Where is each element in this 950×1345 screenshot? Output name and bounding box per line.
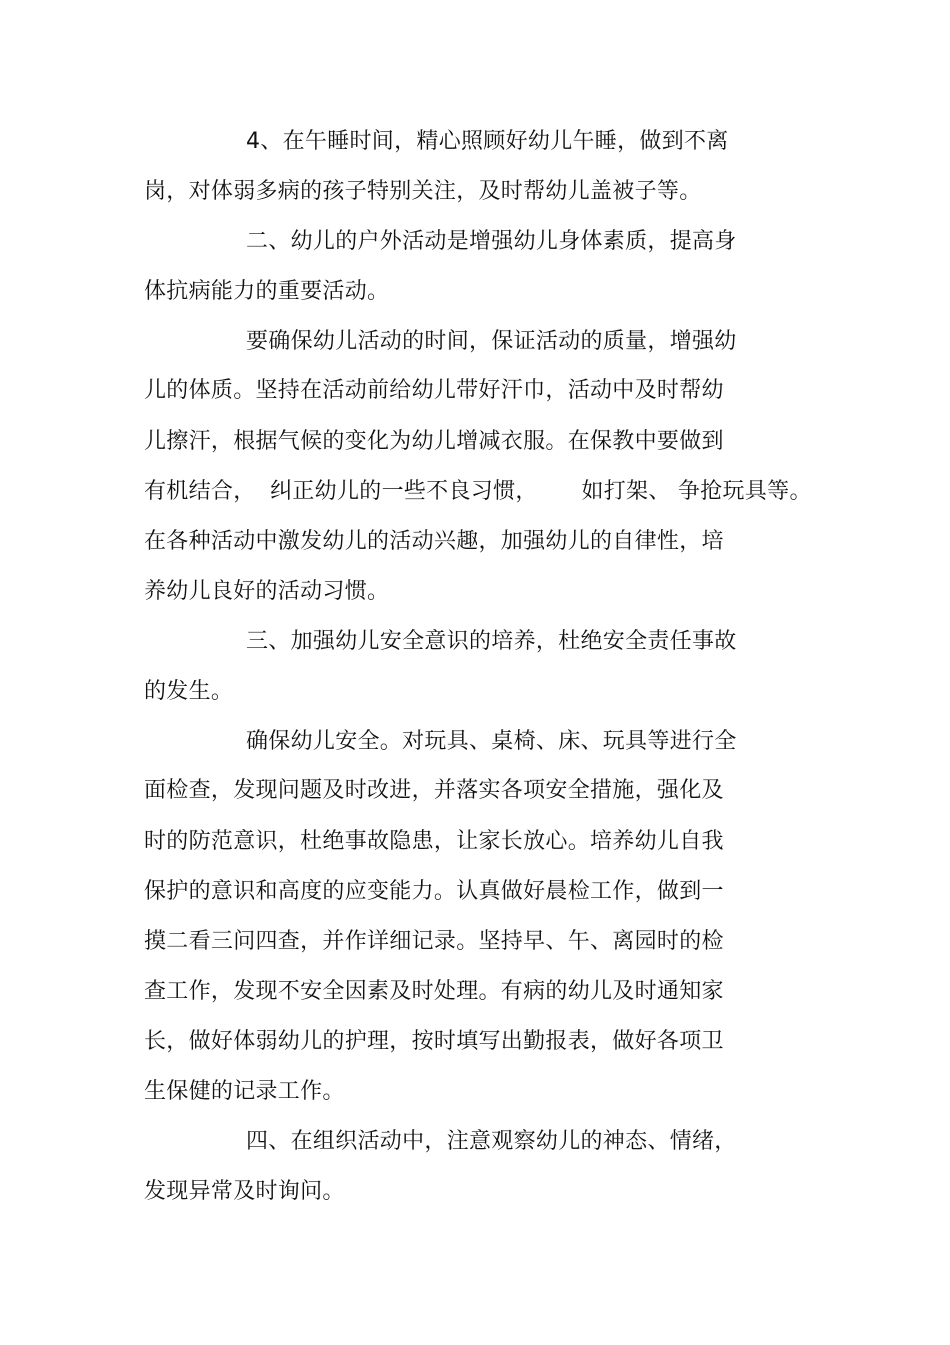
paragraph-line: 四、在组织活动中，注意观察幼儿的神态、情绪， [246, 1129, 737, 1154]
paragraph-line: 二、幼儿的户外活动是增强幼儿身体素质，提高身 [246, 229, 737, 254]
paragraph-line: 三、加强幼儿安全意识的培养，杜绝安全责任事故 [246, 629, 737, 654]
paragraph-line: 保护的意识和高度的应变能力。认真做好晨检工作，做到一 [144, 879, 724, 904]
paragraph-line: 体抗病能力的重要活动。 [144, 279, 390, 304]
paragraph-line: 要确保幼儿活动的时间，保证活动的质量，增强幼 [246, 329, 737, 354]
paragraph-line: 4、在午睡时间，精心照顾好幼儿午睡，做到不离 [246, 129, 729, 154]
paragraph-line: 摸二看三问四查，并作详细记录。坚持早、午、离园时的检 [144, 929, 724, 954]
paragraph-line: 时的防范意识，杜绝事故隐患，让家长放心。培养幼儿自我 [144, 829, 724, 854]
paragraph-line: 面检查，发现问题及时改进，并落实各项安全措施，强化及 [144, 778, 724, 803]
paragraph-line: 在各种活动中激发幼儿的活动兴趣，加强幼儿的自律性，培 [144, 529, 724, 554]
paragraph-line: 生保健的记录工作。 [144, 1079, 345, 1104]
paragraph-line: 有机结合， 纠正幼儿的一些不良习惯， 如打架、 争抢玩具等。 [144, 479, 812, 504]
paragraph-line: 养幼儿良好的活动习惯。 [144, 579, 390, 604]
paragraph-line: 查工作，发现不安全因素及时处理。有病的幼儿及时通知家 [144, 979, 724, 1004]
paragraph-line: 儿擦汗，根据气候的变化为幼儿增减衣服。在保教中要做到 [144, 429, 724, 454]
paragraph-line: 的发生。 [144, 679, 234, 704]
paragraph-line: 确保幼儿安全。对玩具、桌椅、床、玩具等进行全 [246, 729, 737, 754]
paragraph-line: 儿的体质。坚持在活动前给幼儿带好汗巾，活动中及时帮幼 [144, 378, 724, 403]
paragraph-line: 长，做好体弱幼儿的护理，按时填写出勤报表，做好各项卫 [144, 1029, 724, 1054]
paragraph-line: 发现异常及时询问。 [144, 1179, 345, 1204]
paragraph-line: 岗，对体弱多病的孩子特别关注，及时帮幼儿盖被子等。 [144, 179, 702, 204]
